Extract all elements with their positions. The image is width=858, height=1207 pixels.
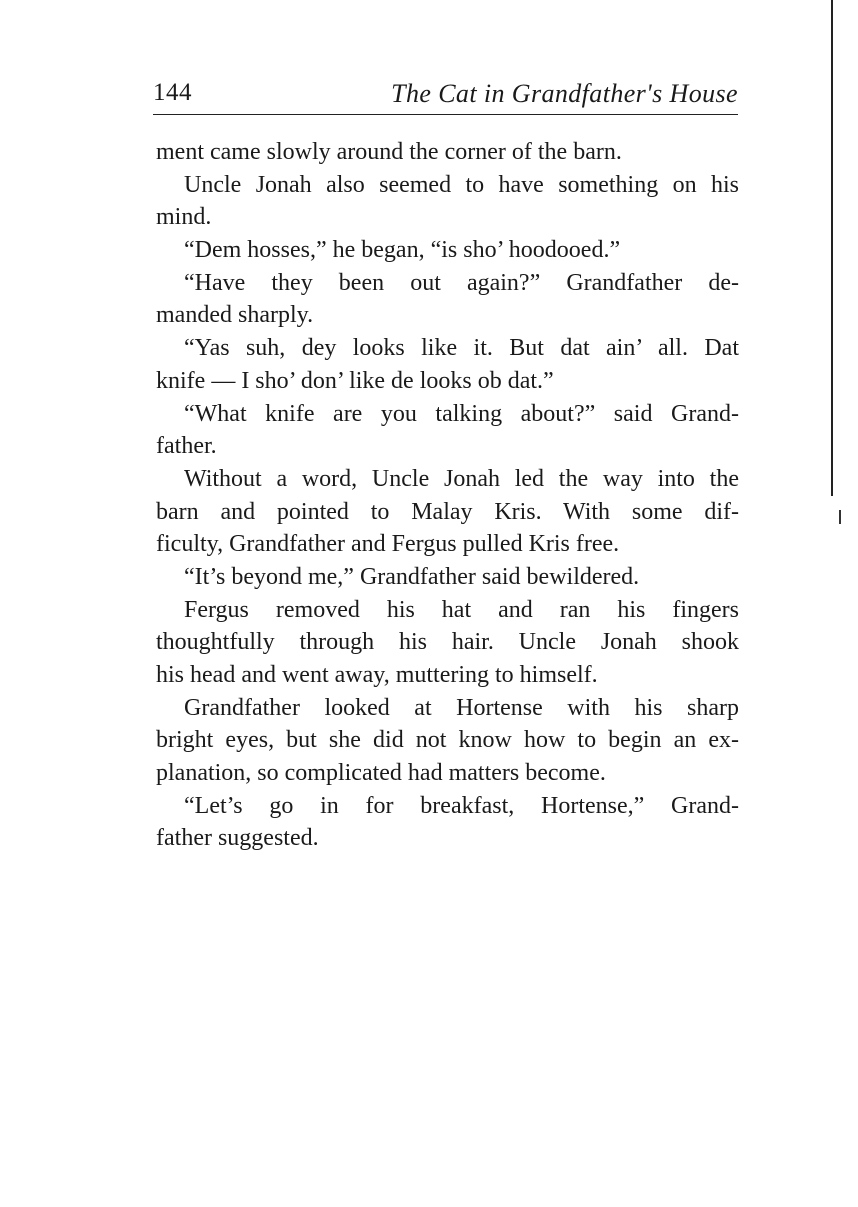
text-line: his head and went away, muttering to himself. — [156, 662, 598, 688]
text-line: Grandfather looked at Hortense with his sharp — [184, 694, 739, 721]
text-line: mind. — [156, 204, 212, 231]
text-line: thoughtfully through his hair. Uncle Jonah shook — [156, 629, 739, 656]
body-text — [156, 136, 739, 855]
text-line: Uncle Jonah also seemed to have something on his — [184, 171, 739, 198]
text-line: ficulty, Grandfather and Fergus pulled Kris free. — [156, 531, 620, 558]
text-line: barn and pointed to Malay Kris. With some dif- — [156, 498, 739, 525]
text-line: “Have they been out again?” Grandfather de- — [184, 269, 739, 296]
text-line: bright eyes, but she did not know how to begin an ex- — [156, 727, 739, 754]
text-line: father. — [156, 433, 217, 460]
page-number: 144 — [153, 79, 192, 106]
text-line: knife — I sho’ don’ like de looks ob dat.” — [156, 367, 554, 394]
text-line: father suggested. — [156, 825, 319, 852]
scan-edge-mark — [839, 510, 841, 524]
text-line: planation, so complicated had matters become. — [156, 760, 606, 787]
text-line: “It’s beyond me,” Grandfather said bewildered. — [184, 563, 640, 590]
text-line: “Dem hosses,” he began, “is sho’ hoodooed.” — [184, 237, 621, 264]
text-line: “Let’s go in for breakfast, Hortense,” Grand- — [184, 792, 739, 819]
text-line: Without a word, Uncle Jonah led the way into the — [184, 465, 739, 492]
text-line: “Yas suh, dey looks like it. But dat ain’ all. Dat — [184, 335, 739, 362]
page-header — [153, 76, 738, 115]
running-title: The Cat in Grandfather's House — [391, 79, 738, 108]
text-line: Fergus removed his hat and ran his fingers — [184, 596, 739, 623]
text-line: manded sharply. — [156, 302, 314, 329]
text-line: “What knife are you talking about?” said Grand- — [184, 400, 739, 427]
text-line: ment came slowly around the corner of the barn. — [156, 139, 622, 165]
scan-edge-line — [831, 0, 833, 496]
